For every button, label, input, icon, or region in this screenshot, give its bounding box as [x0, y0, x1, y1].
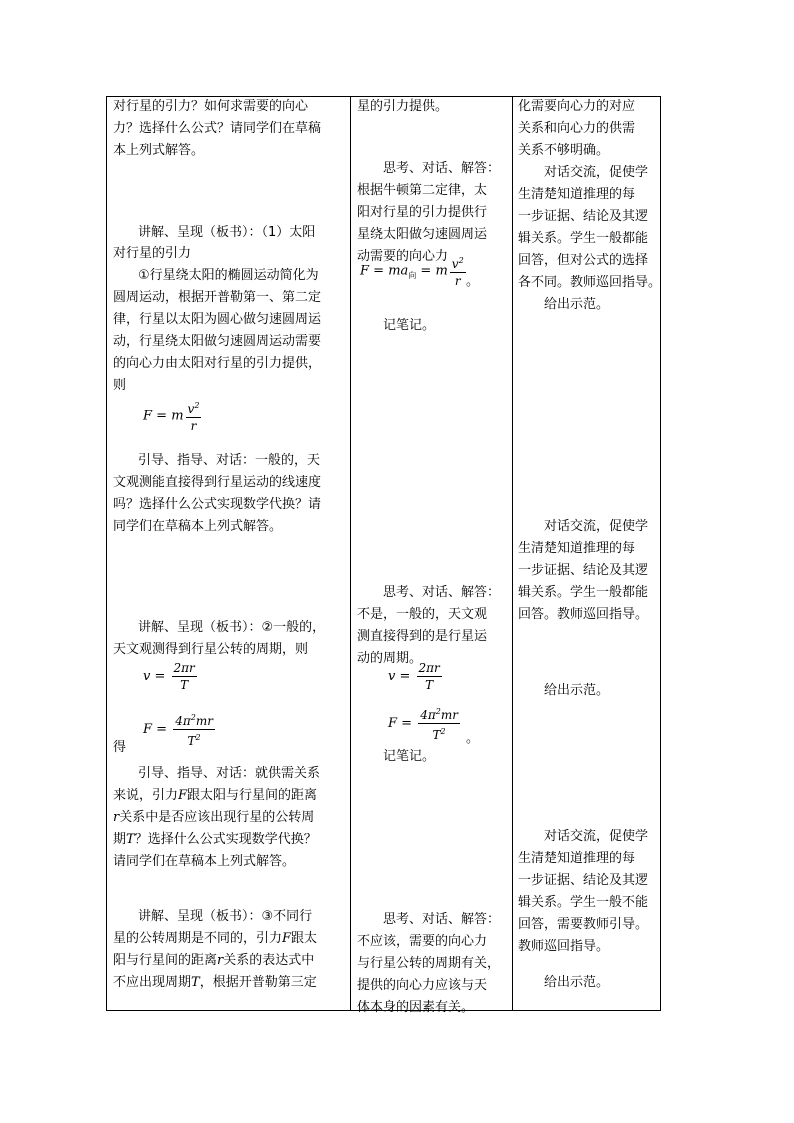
text-line: 记笔记。	[383, 318, 436, 333]
text-line: 提供的向心力应该与天	[357, 978, 488, 993]
text-line: 各不同。教师巡回指导。	[518, 275, 662, 290]
formula-force-period: F = $\frac{4\pi^2mr}{T^2}$	[388, 704, 462, 743]
text-line: 讲解、呈现（板书）：③不同行	[138, 909, 313, 924]
text-line: 。	[466, 274, 480, 289]
text-line: ①行星绕太阳的椭圆运动简化为	[138, 268, 319, 283]
text-line: 给出示范。	[544, 683, 610, 698]
text-line: 给出示范。	[544, 297, 610, 312]
text-line: 回答，需要教师引导。	[518, 917, 649, 932]
text-line: 一步证据、结论及其逻	[518, 873, 649, 888]
text-line: 生清楚知道推理的每	[518, 541, 636, 556]
text-line: 同学们在草稿本上列式解答。	[113, 519, 283, 534]
text-line: 辑关系。学生一般都能	[518, 585, 649, 600]
text-line: r关系中是否应该出现行星的公转周	[113, 810, 315, 825]
formula-force-period: F = $\frac{4\pi^2mr}{T^2}$	[143, 710, 217, 749]
text-line: 期T？选择什么公式实现数学代换？	[113, 832, 317, 847]
text-line: 不应出现周期T，根据开普勒第三定	[113, 975, 317, 990]
text-line: 星绕太阳做匀速圆周运	[357, 227, 488, 242]
text-line: 思考、对话、解答：	[383, 161, 501, 176]
formula-newton-second-law: $F = ma_向 = m$ $\frac{v^2}{r}$	[360, 253, 468, 289]
text-line: 测直接得到的是行星运	[357, 629, 488, 644]
formula-velocity: v = $\frac{2\pi r}{T}$	[388, 661, 440, 692]
text-line: 律，行星以太阳为圆心做匀速圆周运	[113, 312, 322, 327]
formula-velocity: v = $\frac{2\pi r}{T}$	[143, 661, 195, 692]
text-line: 文观测能直接得到行星运动的线速度	[113, 475, 322, 490]
text-line: 对话交流，促使学	[544, 829, 649, 844]
text-line: 不应该，需要的向心力	[357, 934, 488, 949]
text-line: 动需要的向心力	[357, 249, 449, 264]
text-line: 本上列式解答。	[113, 143, 205, 158]
text-line: 与行星公转的周期有关，	[357, 956, 501, 971]
text-line: 体本身的因素有关。	[357, 1000, 475, 1015]
text-line: 对行星的引力	[113, 246, 192, 261]
text-line: 星的引力提供。	[357, 99, 449, 114]
text-line: 一步证据、结论及其逻	[518, 209, 649, 224]
text-line: 来说，引力F跟太阳与行星间的距离	[113, 788, 318, 803]
text-line: 辑关系。学生一般不能	[518, 895, 649, 910]
text-line: 讲解、呈现（板书）：②一般的，	[138, 620, 326, 635]
column-divider	[512, 97, 513, 1010]
text-line: 化需要向心力的对应	[518, 99, 636, 114]
text-line: 辑关系。学生一般都能	[518, 231, 649, 246]
text-line: 不是，一般的，天文观	[357, 607, 488, 622]
text-line: 根据牛顿第二定律，太	[357, 183, 488, 198]
text-line: 给出示范。	[544, 975, 610, 990]
text-line: 引导、指导、对话：就供需关系	[138, 766, 321, 781]
text-line: 讲解、呈现（板书）：（1）太阳	[138, 225, 316, 240]
text-line: 动的周期。	[357, 651, 423, 666]
text-line: 动，行星绕太阳做匀速圆周运动需要	[113, 334, 322, 349]
text-line: 对话交流，促使学	[544, 165, 649, 180]
text-line: 思考、对话、解答：	[383, 912, 501, 927]
text-line: 阳对行星的引力提供行	[357, 205, 488, 220]
text-line: 对行星的引力？如何求需要的向心	[113, 99, 309, 114]
text-line: 关系和向心力的供需	[518, 121, 636, 136]
text-line: 请同学们在草稿本上列式解答。	[113, 854, 296, 869]
text-line: 对话交流，促使学	[544, 519, 649, 534]
text-line: 天文观测得到行星公转的周期，则	[113, 642, 309, 657]
text-line: 。	[466, 731, 480, 746]
text-line: 则	[113, 378, 127, 393]
text-line: 力？选择什么公式？请同学们在草稿	[113, 121, 322, 136]
text-line: 回答。教师巡回指导。	[518, 607, 649, 622]
text-line: 记笔记。	[383, 749, 436, 764]
text-line: 生清楚知道推理的每	[518, 851, 636, 866]
text-line: 教师巡回指导。	[518, 939, 610, 954]
text-line: 关系不够明确。	[518, 143, 610, 158]
formula-centripetal-force: F = m $\frac{v^2}{r}$	[143, 398, 203, 434]
text-line: 引导、指导、对话：一般的，天	[138, 453, 321, 468]
text-line: 阳与行星间的距离r关系的表达式中	[113, 953, 315, 968]
text-line: 星的公转周期是不同的，引力F跟太	[113, 931, 318, 946]
text-line: 思考、对话、解答：	[383, 585, 501, 600]
text-line: 一步证据、结论及其逻	[518, 563, 649, 578]
text-line: 圆周运动，根据开普勒第一、第二定	[113, 290, 322, 305]
text-line: 的向心力由太阳对行星的引力提供，	[113, 356, 322, 371]
text-line: 得	[113, 740, 127, 755]
text-line: 生清楚知道推理的每	[518, 187, 636, 202]
column-divider	[350, 97, 351, 1010]
text-line: 回答，但对公式的选择	[518, 253, 649, 268]
text-line: 吗？选择什么公式实现数学代换？请	[113, 497, 322, 512]
